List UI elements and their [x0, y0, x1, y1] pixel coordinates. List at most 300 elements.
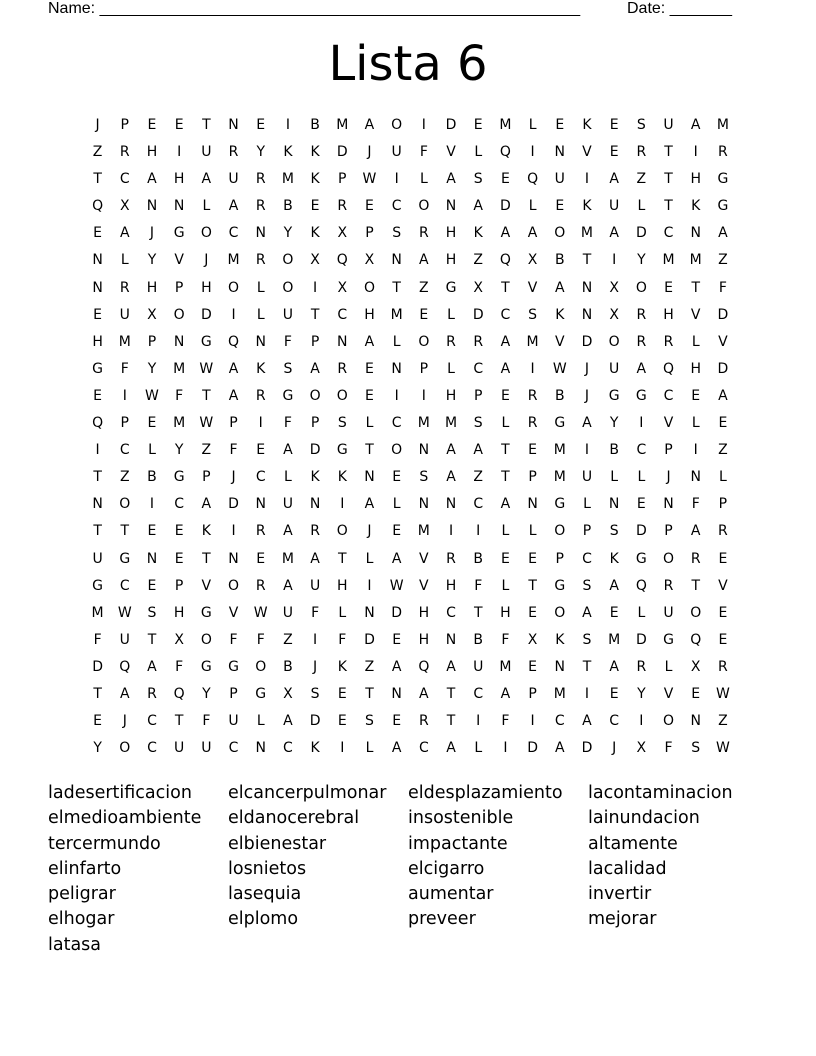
grid-letter: U: [228, 713, 239, 730]
grid-letter: S: [609, 523, 619, 540]
grid-letter: O: [554, 604, 566, 621]
page-title: Lista 6: [328, 36, 488, 92]
grid-letter: E: [93, 306, 103, 323]
grid-letter: R: [255, 523, 266, 540]
grid-letter: F: [175, 658, 184, 675]
grid-letter: B: [283, 658, 293, 675]
grid-letter: L: [284, 469, 292, 486]
grid-letter: T: [93, 171, 102, 188]
grid-letter: O: [336, 387, 348, 404]
grid-letter: Q: [92, 198, 104, 215]
grid-letter: T: [664, 144, 673, 161]
grid-letter: X: [174, 631, 184, 648]
grid-letter: U: [309, 577, 321, 594]
grid-letter: N: [663, 496, 674, 513]
grid-letter: L: [528, 523, 537, 540]
grid-letter: B: [473, 550, 484, 567]
grid-letter: E: [310, 198, 320, 215]
grid-letter: L: [474, 740, 483, 757]
grid-letter: E: [718, 415, 728, 432]
grid-letter: A: [310, 360, 320, 377]
grid-letter: L: [392, 496, 401, 513]
grid-letter: N: [92, 496, 103, 513]
grid-letter: D: [92, 658, 103, 675]
grid-letter: L: [501, 523, 510, 540]
grid-letter: M: [662, 252, 675, 269]
grid-letter: K: [555, 631, 565, 648]
grid-letter: E: [392, 523, 402, 540]
grid-letter: R: [255, 198, 266, 215]
grid-letter: Y: [283, 225, 293, 242]
grid-letter: N: [690, 469, 701, 486]
word-list-item: elcancerpulmonar: [228, 783, 387, 803]
grid-letter: P: [120, 415, 129, 432]
grid-letter: A: [718, 225, 728, 242]
grid-letter: C: [418, 740, 429, 757]
grid-letter: P: [528, 685, 537, 702]
word-list-item: mejorar: [588, 909, 657, 930]
grid-letter: P: [147, 333, 157, 350]
grid-letter: P: [174, 577, 184, 594]
grid-letter: I: [693, 144, 698, 161]
grid-letter: A: [609, 171, 619, 188]
grid-letter: G: [336, 442, 348, 459]
grid-letter: L: [691, 415, 700, 432]
grid-letter: T: [93, 685, 102, 702]
grid-letter: N: [364, 469, 375, 486]
grid-letter: U: [554, 171, 565, 188]
grid-letter: J: [313, 658, 318, 675]
grid-letter: M: [91, 604, 104, 621]
grid-letter: U: [282, 496, 294, 513]
grid-letter: M: [336, 117, 349, 133]
grid-letter: X: [337, 279, 348, 296]
grid-letter: A: [446, 442, 456, 459]
grid-letter: L: [637, 198, 646, 215]
grid-letter: A: [554, 740, 565, 757]
grid-letter: H: [690, 360, 701, 377]
grid-letter: P: [202, 469, 211, 486]
grid-letter: L: [528, 198, 537, 215]
grid-letter: E: [528, 604, 538, 621]
grid-letter: V: [718, 333, 728, 350]
grid-letter: P: [365, 225, 374, 242]
grid-letter: U: [201, 144, 212, 161]
grid-letter: O: [635, 279, 647, 296]
word-list-item: lacalidad: [588, 858, 667, 879]
grid-letter: F: [256, 631, 265, 648]
grid-letter: R: [690, 550, 701, 567]
grid-letter: Q: [527, 171, 539, 188]
grid-letter: A: [446, 469, 456, 486]
word-list-item: elcigarro: [408, 858, 485, 879]
grid-letter: N: [255, 333, 266, 350]
grid-letter: N: [255, 496, 266, 513]
grid-letter: A: [147, 171, 157, 188]
grid-letter: R: [418, 713, 429, 730]
grid-letter: G: [92, 360, 104, 377]
word-list-item: elmedioambiente: [48, 808, 202, 829]
grid-letter: H: [690, 171, 701, 188]
grid-letter: Q: [228, 333, 240, 350]
grid-letter: E: [256, 442, 266, 459]
grid-letter: M: [390, 306, 403, 323]
grid-letter: J: [204, 252, 209, 269]
grid-letter: I: [122, 387, 127, 404]
grid-letter: R: [255, 577, 266, 594]
grid-letter: H: [418, 604, 430, 621]
grid-letter: U: [473, 658, 484, 675]
grid-letter: N: [391, 685, 402, 702]
grid-letter: B: [554, 387, 565, 404]
grid-letter: N: [418, 442, 430, 459]
grid-letter: P: [229, 415, 238, 432]
grid-letter: C: [554, 713, 565, 730]
grid-letter: I: [584, 442, 590, 459]
grid-letter: F: [718, 279, 727, 296]
grid-letter: S: [419, 469, 429, 486]
grid-letter: A: [473, 198, 483, 215]
word-list-item: lainundacion: [588, 808, 700, 829]
grid-letter: R: [255, 387, 266, 404]
grid-letter: K: [337, 469, 347, 486]
grid-letter: E: [609, 604, 619, 621]
grid-letter: I: [177, 144, 182, 161]
grid-letter: V: [663, 685, 674, 702]
grid-letter: E: [392, 713, 402, 730]
grid-letter: C: [609, 713, 620, 730]
grid-letter: W: [145, 387, 159, 404]
grid-letter: L: [447, 360, 455, 377]
grid-letter: M: [499, 658, 512, 675]
grid-letter: I: [258, 415, 263, 432]
grid-letter: Q: [418, 658, 430, 675]
word-list-item: elplomo: [228, 909, 299, 930]
grid-letter: H: [500, 604, 511, 621]
grid-letter: C: [473, 360, 484, 377]
grid-letter: U: [581, 469, 593, 486]
grid-letter: N: [445, 198, 457, 215]
grid-letter: H: [92, 333, 103, 350]
grid-letter: O: [690, 604, 702, 621]
grid-letter: A: [609, 225, 619, 242]
grid-letter: M: [608, 631, 621, 648]
grid-letter: V: [582, 144, 592, 161]
grid-letter: E: [147, 523, 157, 540]
word-list-item: [228, 933, 408, 958]
grid-letter: T: [147, 631, 157, 648]
grid-letter: T: [501, 279, 510, 296]
grid-letter: P: [582, 523, 592, 540]
word-list-item: impactante: [408, 833, 508, 854]
grid-letter: E: [365, 198, 374, 215]
grid-letter: R: [228, 144, 239, 161]
grid-letter: X: [609, 306, 619, 323]
grid-letter: T: [93, 523, 102, 540]
grid-letter: Z: [718, 442, 728, 459]
grid-letter: Z: [718, 252, 728, 269]
grid-letter: A: [147, 658, 157, 675]
grid-letter: S: [392, 225, 402, 242]
grid-letter: C: [500, 306, 511, 323]
grid-letter: F: [501, 631, 510, 648]
grid-letter: Q: [663, 360, 675, 377]
grid-letter: I: [340, 496, 345, 513]
grid-letter: I: [421, 117, 426, 133]
grid-letter: F: [283, 333, 292, 350]
grid-letter: C: [119, 171, 130, 188]
grid-letter: T: [664, 198, 673, 215]
grid-letter: E: [500, 550, 510, 567]
grid-letter: K: [310, 740, 320, 757]
grid-letter: W: [389, 577, 404, 594]
grid-letter: C: [255, 469, 266, 486]
grid-letter: Y: [147, 360, 157, 377]
grid-letter: A: [283, 713, 293, 730]
word-search-grid: [84, 112, 737, 762]
grid-letter: Y: [174, 442, 184, 459]
grid-letter: K: [691, 198, 701, 215]
grid-letter: Z: [119, 469, 130, 486]
grid-letter: L: [501, 577, 510, 594]
grid-letter: U: [663, 117, 674, 133]
grid-letter: L: [365, 740, 374, 757]
grid-letter: I: [313, 279, 318, 296]
grid-letter: Z: [364, 658, 375, 675]
grid-letter: K: [555, 306, 565, 323]
grid-letter: H: [445, 387, 457, 404]
grid-letter: W: [199, 360, 214, 377]
grid-letter: I: [639, 713, 644, 730]
grid-letter: D: [364, 631, 375, 648]
grid-letter: E: [718, 550, 728, 567]
grid-letter: T: [310, 306, 320, 323]
grid-letter: H: [364, 306, 375, 323]
grid-letter: A: [718, 387, 728, 404]
grid-letter: M: [553, 469, 566, 486]
grid-letter: N: [146, 550, 158, 567]
grid-letter: O: [200, 631, 212, 648]
grid-letter: C: [337, 306, 348, 323]
grid-letter: D: [527, 740, 538, 757]
grid-letter: C: [391, 198, 402, 215]
grid-letter: K: [582, 117, 592, 133]
grid-letter: G: [635, 387, 647, 404]
grid-letter: F: [229, 631, 238, 648]
grid-letter: U: [282, 306, 294, 323]
grid-letter: X: [527, 631, 538, 648]
grid-letter: L: [256, 713, 265, 730]
grid-letter: E: [337, 713, 347, 730]
grid-letter: M: [281, 171, 294, 188]
header: [48, 0, 748, 20]
grid-letter: U: [92, 550, 103, 567]
grid-letter: G: [228, 658, 239, 675]
grid-letter: E: [93, 387, 103, 404]
grid-letter: G: [282, 387, 294, 404]
word-list-item: aumentar: [408, 884, 494, 905]
grid-letter: H: [146, 279, 158, 296]
grid-letter: R: [636, 144, 647, 161]
grid-letter: E: [500, 387, 510, 404]
grid-letter: M: [526, 333, 539, 350]
grid-letter: C: [228, 740, 239, 757]
grid-letter: E: [174, 550, 184, 567]
grid-letter: I: [231, 523, 236, 540]
grid-letter: A: [364, 333, 375, 350]
grid-letter: M: [173, 415, 186, 432]
grid-letter: Y: [609, 415, 619, 432]
grid-letter: T: [691, 279, 700, 296]
date-field-label: Date: _______: [627, 0, 732, 17]
grid-letter: D: [228, 496, 239, 513]
grid-letter: N: [554, 144, 566, 161]
grid-letter: X: [310, 252, 320, 269]
grid-letter: T: [365, 685, 374, 702]
grid-letter: M: [281, 550, 294, 567]
grid-letter: U: [282, 604, 294, 621]
grid-letter: L: [120, 252, 129, 269]
grid-letter: T: [582, 252, 592, 269]
grid-letter: I: [340, 740, 345, 757]
grid-letter: N: [527, 496, 538, 513]
grid-letter: F: [120, 360, 129, 377]
grid-letter: E: [256, 550, 266, 567]
grid-letter: I: [612, 252, 617, 269]
grid-letter: E: [256, 117, 266, 133]
grid-letter: K: [310, 171, 320, 188]
grid-letter: N: [92, 252, 103, 269]
grid-letter: N: [391, 360, 402, 377]
grid-letter: P: [528, 469, 537, 486]
grid-letter: T: [664, 171, 673, 188]
word-list-item: insostenible: [408, 808, 514, 829]
grid-letter: V: [554, 333, 565, 350]
grid-letter: P: [473, 387, 483, 404]
grid-letter: P: [310, 415, 320, 432]
grid-letter: Z: [473, 469, 484, 486]
grid-letter: P: [338, 171, 347, 188]
grid-letter: N: [445, 496, 457, 513]
grid-letter: E: [718, 604, 728, 621]
grid-letter: C: [446, 604, 456, 621]
grid-letter: F: [691, 496, 700, 513]
grid-letter: M: [444, 415, 458, 432]
grid-letter: F: [229, 442, 238, 459]
grid-letter: U: [391, 144, 402, 161]
grid-letter: S: [528, 306, 538, 323]
grid-letter: O: [363, 279, 375, 296]
grid-letter: D: [445, 117, 457, 133]
grid-letter: D: [391, 604, 403, 621]
grid-letter: E: [473, 117, 483, 133]
grid-letter: U: [119, 306, 130, 323]
grid-letter: V: [174, 252, 184, 269]
grid-letter: Z: [283, 631, 293, 648]
grid-letter: O: [418, 198, 430, 215]
grid-letter: L: [637, 604, 646, 621]
grid-letter: G: [445, 279, 457, 296]
grid-letter: K: [609, 550, 619, 567]
grid-letter: L: [256, 306, 265, 323]
grid-letter: F: [338, 631, 347, 648]
grid-letter: H: [445, 577, 457, 594]
grid-letter: P: [229, 685, 238, 702]
grid-letter: H: [445, 225, 457, 242]
grid-letter: K: [201, 523, 211, 540]
grid-letter: E: [365, 387, 374, 404]
grid-letter: W: [253, 604, 268, 621]
grid-letter: E: [636, 496, 646, 513]
grid-letter: Q: [173, 685, 185, 702]
grid-letter: R: [718, 144, 728, 161]
word-list-item: lasequia: [228, 884, 302, 905]
grid-letter: I: [584, 685, 590, 702]
grid-letter: R: [636, 658, 647, 675]
grid-letter: I: [584, 171, 590, 188]
grid-letter: N: [255, 225, 266, 242]
grid-letter: S: [473, 171, 483, 188]
grid-letter: I: [421, 387, 426, 404]
word-list-item: ladesertificacion: [48, 783, 192, 803]
grid-letter: A: [391, 658, 402, 675]
grid-letter: Z: [92, 144, 103, 161]
word-list-item: peligrar: [48, 884, 116, 905]
grid-letter: A: [527, 225, 538, 242]
grid-letter: T: [202, 117, 211, 133]
grid-letter: O: [228, 577, 240, 594]
grid-letter: M: [580, 225, 594, 242]
word-list-item: [588, 933, 768, 958]
grid-letter: D: [472, 306, 484, 323]
grid-letter: L: [719, 469, 727, 486]
grid-letter: S: [147, 604, 157, 621]
grid-letter: F: [283, 415, 292, 432]
grid-letter: A: [419, 685, 429, 702]
grid-letter: T: [202, 550, 211, 567]
grid-letter: A: [609, 577, 619, 594]
grid-letter: B: [609, 442, 619, 459]
grid-letter: Y: [256, 144, 265, 161]
grid-letter: A: [500, 360, 511, 377]
grid-letter: P: [664, 523, 673, 540]
name-field-label: Name: ______________________________________________________: [48, 0, 581, 17]
grid-letter: G: [717, 198, 729, 215]
grid-letter: E: [609, 144, 619, 161]
grid-letter: A: [419, 252, 429, 269]
grid-letter: T: [338, 550, 347, 567]
grid-letter: Q: [336, 252, 348, 269]
grid-letter: T: [582, 658, 592, 675]
grid-letter: Y: [93, 740, 102, 757]
grid-letter: X: [636, 740, 647, 757]
grid-letter: F: [664, 740, 673, 757]
grid-letter: S: [337, 415, 347, 432]
grid-letter: E: [691, 387, 701, 404]
grid-letter: I: [530, 360, 535, 377]
grid-letter: L: [338, 604, 347, 621]
word-list-item: invertir: [588, 884, 652, 905]
grid-letter: A: [582, 604, 592, 621]
grid-letter: X: [690, 658, 701, 675]
grid-letter: D: [581, 333, 593, 350]
grid-letter: P: [718, 496, 728, 513]
grid-letter: P: [120, 117, 129, 133]
grid-letter: F: [202, 713, 211, 730]
grid-letter: M: [227, 252, 240, 269]
grid-letter: N: [337, 333, 348, 350]
grid-letter: I: [95, 442, 100, 459]
